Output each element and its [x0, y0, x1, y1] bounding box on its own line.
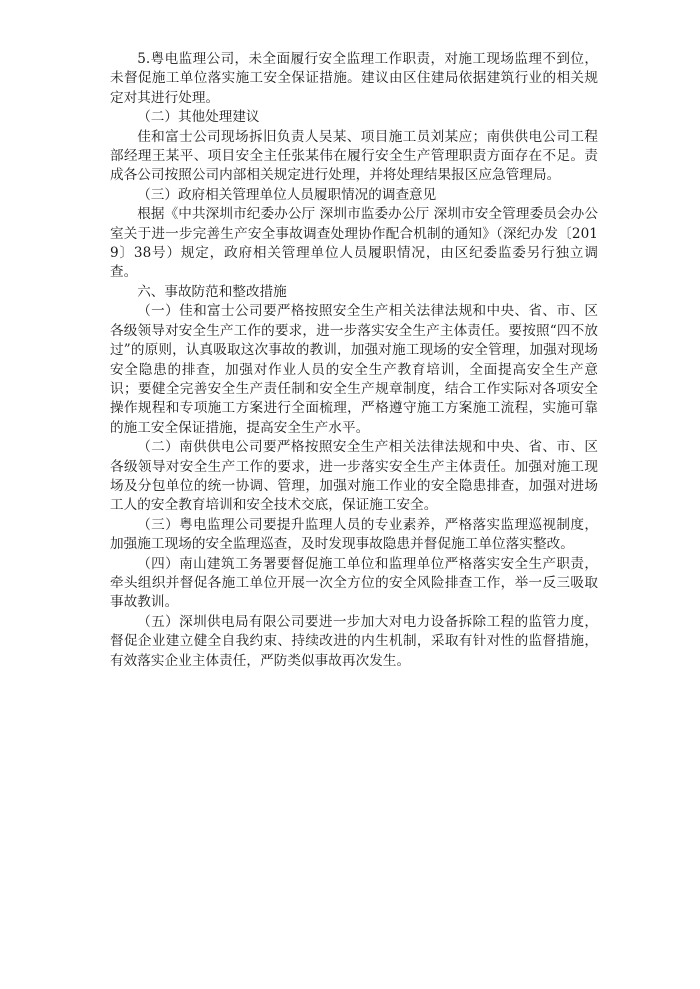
- paragraph-other-handling: 佳和富士公司现场拆旧负责人吴某、项目施工员刘某应；南供供电公司工程部经理王某平、项目安全主任张某伟在履行安全生产管理职责方面存在不足。责成各公司按照公司内部相关规定进行处理，并将处理结果报区应急管理局。: [110, 128, 598, 184]
- paragraph-measure-2: （二）南供供电公司要严格按照安全生产相关法律法规和中央、省、市、区各级领导对安全生产工作的要求，进一步落实安全生产主体责任。加强对施工现场及分包单位的统一协调、管理，加强对施工作业的安全隐患排查，加强对进场工人的安全教育培训和安全技术交底，保证施工安全。: [110, 439, 598, 514]
- heading-prevention-measures: 六、事故防范和整改措施: [137, 283, 287, 300]
- heading-other-handling-suggestions: （二）其他处理建议: [137, 109, 260, 126]
- heading-government-duty-investigation: （三）政府相关管理单位人员履职情况的调查意见: [137, 186, 437, 203]
- paragraph-yuedian-supervision: 5.粤电监理公司，未全面履行安全监理工作职责，对施工现场监理不到位，未督促施工单位落实施工安全保证措施。建议由区住建局依据建筑行业的相关规定对其进行处理。: [110, 51, 598, 106]
- paragraph-measure-5: （五）深圳供电局有限公司要进一步加大对电力设备拆除工程的监管力度，督促企业建立健全自我约束、持续改进的内生机制，采取有针对性的监督措施，有效落实企业主体责任，严防类似事故再次发生。: [110, 613, 598, 669]
- document-page: [110, 50, 598, 671]
- paragraph-measure-4: （四）南山建筑工务署要督促施工单位和监理单位严格落实安全生产职责，牵头组织并督促各施工单位开展一次全方位的安全风险排查工作，举一反三吸取事故教训。: [110, 555, 598, 611]
- paragraph-measure-3: （三）粤电监理公司要提升监理人员的专业素养，严格落实监理巡视制度，加强施工现场的安全监理巡查，及时发现事故隐患并督促施工单位落实整改。: [110, 516, 598, 553]
- paragraph-measure-1: （一）佳和富士公司要严格按照安全生产相关法律法规和中央、省、市、区各级领导对安全生产工作的要求，进一步落实安全生产主体责任。要按照“四不放过”的原则，认真吸取这次事故的教训，加强对施工现场的安全管理，加强对现场安全隐患的排查，加强对作业人员的安全生产教育培训，全面提高安全生产意识；要健全完善安全生产责任制和安全生产规章制度，结合工作实际对各项安全操作规程和专项施工方案进行全面梳理，严格遵守施工方案施工流程，实施可靠的施工安全保证措施，提高安全生产水平。: [110, 303, 598, 436]
- paragraph-government-duty: 根据《中共深圳市纪委办公厅 深圳市监委办公厅 深圳市安全管理委员会办公室关于进一步完善生产安全事故调查处理协作配合机制的通知》（深纪办发〔2019〕38号）规定，政府相关管理单位人员履职情况，由区纪委监委另行独立调查。: [110, 206, 598, 281]
